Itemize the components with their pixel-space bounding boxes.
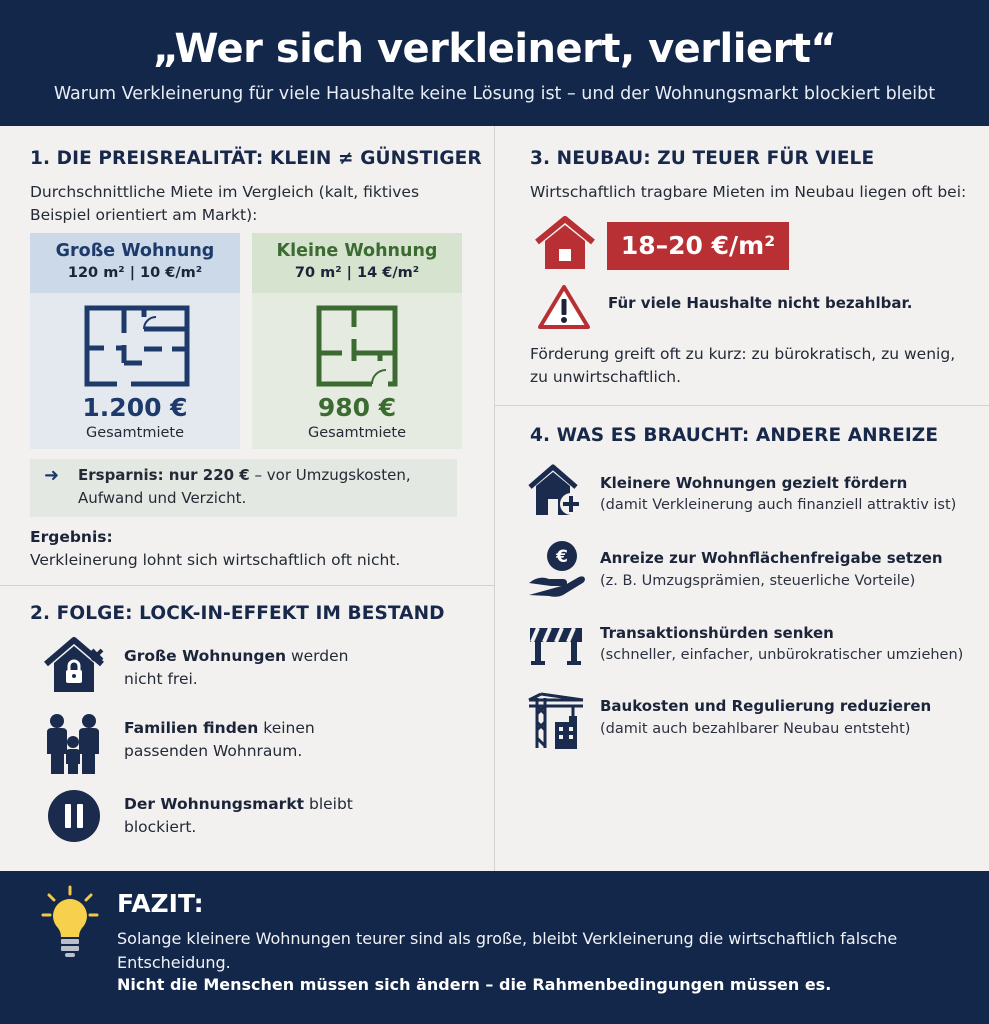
small-apartment-specs: 70 m² | 14 €/m² (294, 265, 420, 281)
newbuild-price-badge: 18–20 €/m² (607, 222, 789, 270)
big-apartment-specs: 120 m² | 10 €/m² (67, 265, 203, 281)
page-subtitle: Warum Verkleinerung für viele Haushalte keine Lösung ist – und der Wohnungsmarkt blockiert bleibt (53, 84, 936, 104)
crane-icon (527, 692, 585, 750)
section2-item-1-rest: werden nicht frei. (124, 647, 349, 688)
big-apartment-title: Große Wohnung (55, 241, 215, 261)
big-apartment-price: 1.200 € (82, 393, 188, 422)
house-plus-icon (527, 463, 583, 517)
saving-text (78, 464, 448, 510)
saving-bold: Ersparnis: nur 220 € (78, 466, 250, 484)
section-divider-left (0, 585, 494, 586)
family-icon (43, 712, 103, 774)
big-apartment-header (30, 233, 240, 293)
section2-item-2 (124, 717, 384, 763)
warning-icon (536, 283, 592, 331)
section1-intro: Durchschnittliche Miete im Vergleich (kalt, fiktives Beispiel orientiert am Markt): (30, 183, 420, 224)
house-icon (534, 216, 596, 270)
section2-item-3 (124, 793, 384, 839)
warning-text: Für viele Haushalte nicht bezahlbar. (608, 294, 913, 312)
section2-item-3-rest: bleibt blockiert. (124, 795, 353, 836)
svg-text:€: € (556, 547, 568, 567)
saving-rest: – vor Umzugskosten, Aufwand und Verzicht. (78, 466, 411, 507)
column-divider (494, 126, 495, 871)
section2-item-3-bold: Der Wohnungsmarkt (124, 795, 305, 813)
section1-title: 1. DIE PREISREALITÄT: KLEIN ≠ GÜNSTIGER (30, 148, 482, 169)
section-divider-right (495, 405, 989, 406)
large-floorplan-icon (82, 303, 192, 389)
conclusion-title: FAZIT: (117, 889, 204, 918)
house-lock-icon (42, 636, 106, 694)
section4-item-3-title: Transaktionshürden senken (600, 624, 834, 642)
section4-title: 4. WAS ES BRAUCHT: ANDERE ANREIZE (530, 425, 939, 446)
section4-item-2-sub: (z. B. Umzugsprämien, steuerliche Vorteile) (600, 573, 916, 589)
section4-item-3-sub: (schneller, einfacher, unbürokratischer umziehen) (600, 647, 964, 663)
section3-intro: Wirtschaftlich tragbare Mieten im Neubau liegen oft bei: (530, 183, 967, 201)
lightbulb-icon (41, 885, 99, 961)
section2-item-2-rest: keinen passenden Wohnraum. (124, 719, 315, 760)
euro-hand-icon (527, 539, 587, 599)
conclusion-text: Solange kleinere Wohnungen teurer sind als große, bleibt Verkleinerung die wirtschaftlich falsche Entscheidung. (117, 929, 898, 972)
big-apartment-price-label: Gesamtmiete (85, 425, 185, 441)
section4-item-4-sub: (damit auch bezahlbarer Neubau entsteht) (600, 721, 911, 737)
section3-text: Förderung greift oft zu kurz: zu bürokratisch, zu wenig, zu unwirtschaftlich. (530, 345, 956, 386)
section4-item-2-title: Anreize zur Wohnflächenfreigabe setzen (600, 549, 943, 567)
small-apartment-price: 980 € (317, 393, 397, 422)
section3-title: 3. NEUBAU: ZU TEUER FÜR VIELE (530, 148, 875, 169)
saving-box (30, 459, 457, 517)
section2-item-1-bold: Große Wohnungen (124, 647, 287, 665)
result-text: Verkleinerung lohnt sich wirtschaftlich oft nicht. (30, 551, 401, 569)
header-banner (0, 0, 989, 126)
section4-item-1-title: Kleinere Wohnungen gezielt fördern (600, 474, 908, 492)
small-apartment-card (252, 233, 462, 449)
barrier-icon (528, 624, 584, 666)
arrow-right-icon: ➜ (44, 465, 60, 486)
section4-item-4-title: Baukosten und Regulierung reduzieren (600, 697, 932, 715)
conclusion-statement: Nicht die Menschen müssen sich ändern – die Rahmenbedingungen müssen es. (117, 975, 832, 994)
section2-item-1 (124, 645, 384, 691)
section4-item-1-sub: (damit Verkleinerung auch finanziell attraktiv ist) (600, 497, 957, 513)
small-apartment-header (252, 233, 462, 293)
small-floorplan-icon (314, 303, 400, 389)
page-title: „Wer sich verkleinert, verliert“ (152, 26, 837, 72)
small-apartment-title: Kleine Wohnung (276, 241, 438, 261)
conclusion-banner (0, 871, 989, 1024)
section2-title: 2. FOLGE: LOCK-IN-EFFEKT IM BESTAND (30, 603, 445, 624)
result-label: Ergebnis: (30, 528, 113, 546)
pause-icon (47, 789, 101, 843)
small-apartment-price-label: Gesamtmiete (307, 425, 407, 441)
big-apartment-card (30, 233, 240, 449)
section2-item-2-bold: Familien finden (124, 719, 259, 737)
